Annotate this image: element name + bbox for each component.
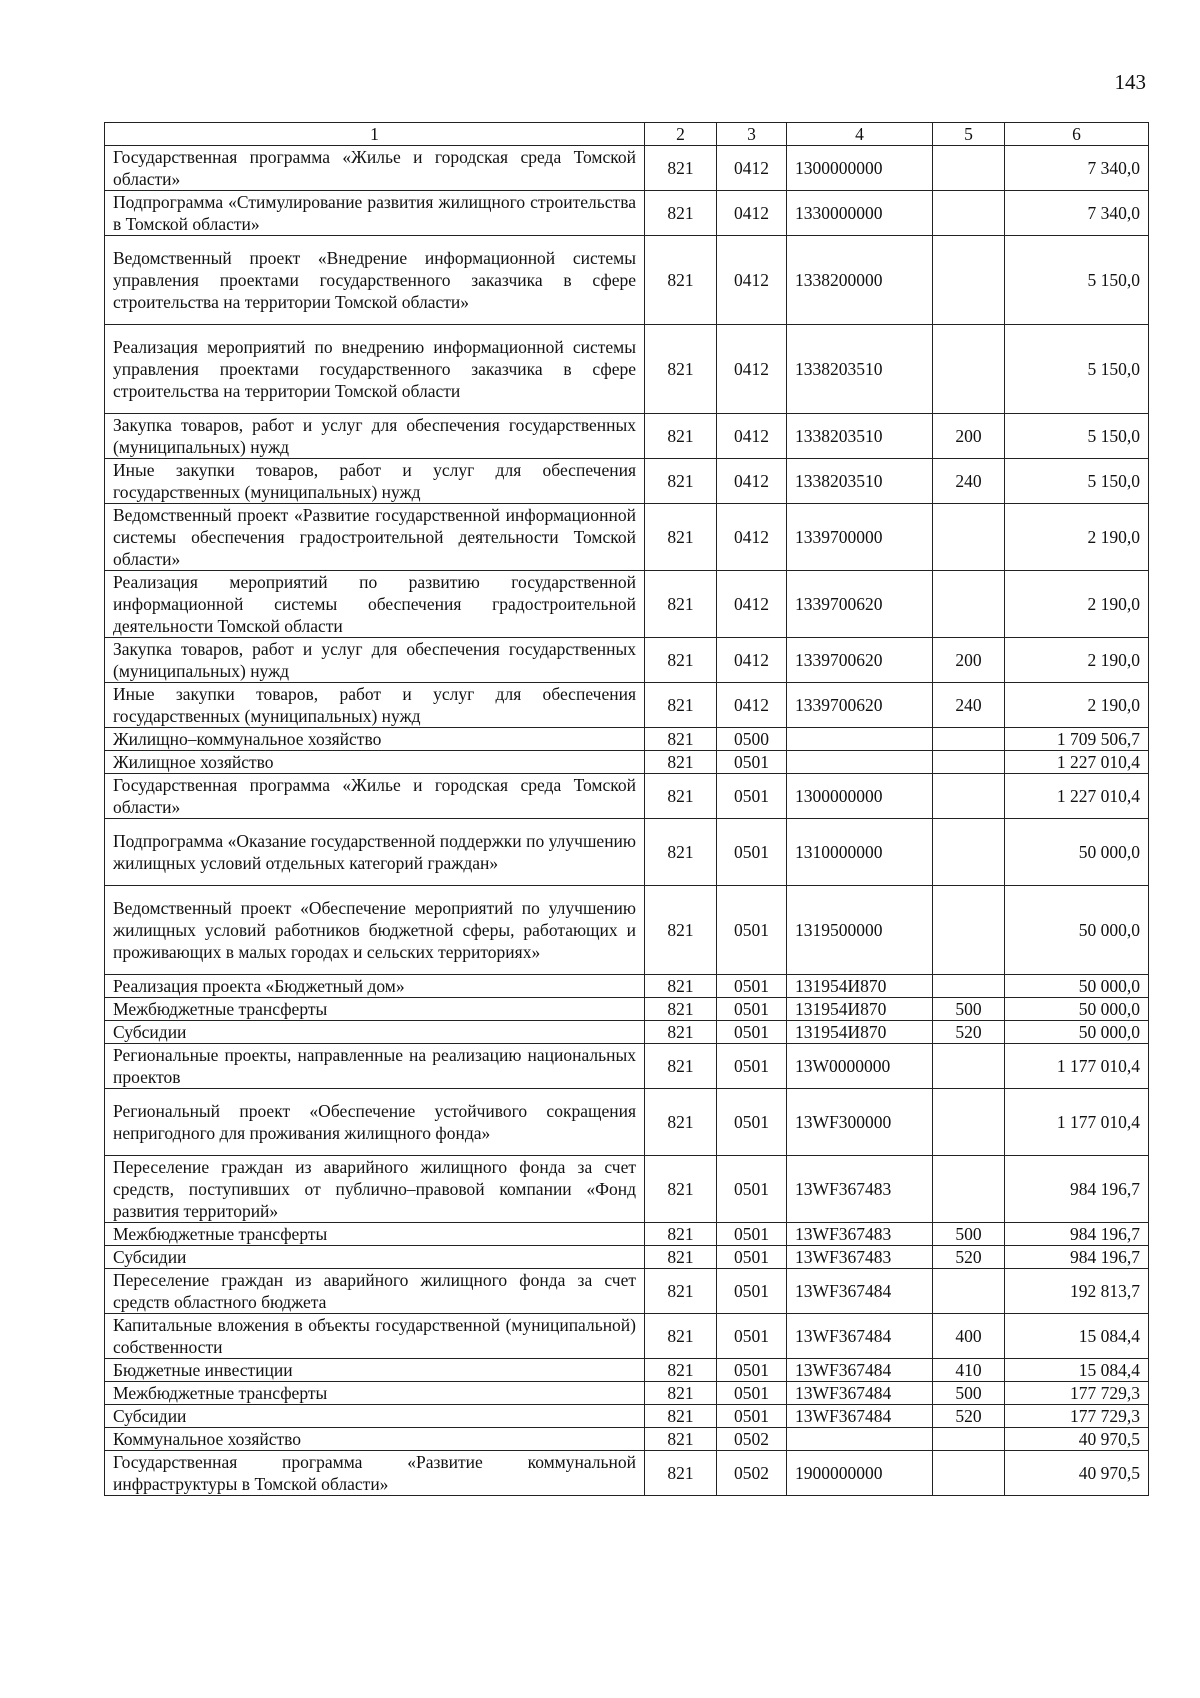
row-expense-type (933, 191, 1005, 236)
row-name: Переселение граждан из аварийного жилищного фонда за счет средств областного бюджета (105, 1269, 645, 1314)
table-row (105, 1044, 1149, 1089)
row-admin-code: 821 (645, 1314, 717, 1359)
row-admin-code: 821 (645, 236, 717, 325)
row-section-code: 0501 (717, 1044, 787, 1089)
header-col-3: 3 (717, 123, 787, 146)
row-section-code: 0412 (717, 683, 787, 728)
table-row (105, 683, 1149, 728)
row-expense-type: 520 (933, 1021, 1005, 1044)
row-expense-type (933, 728, 1005, 751)
row-admin-code: 821 (645, 819, 717, 886)
row-target-code: 1900000000 (787, 1451, 933, 1496)
table-row (105, 236, 1149, 325)
row-amount: 2 190,0 (1005, 571, 1149, 638)
row-target-code: 1300000000 (787, 146, 933, 191)
row-section-code: 0412 (717, 191, 787, 236)
row-name: Межбюджетные трансферты (105, 1223, 645, 1246)
row-amount: 7 340,0 (1005, 191, 1149, 236)
row-admin-code: 821 (645, 998, 717, 1021)
row-expense-type: 200 (933, 638, 1005, 683)
row-expense-type (933, 1044, 1005, 1089)
row-amount: 15 084,4 (1005, 1314, 1149, 1359)
table-row (105, 146, 1149, 191)
row-amount: 5 150,0 (1005, 414, 1149, 459)
row-expense-type (933, 1428, 1005, 1451)
row-section-code: 0502 (717, 1451, 787, 1496)
row-admin-code: 821 (645, 638, 717, 683)
table-row (105, 1269, 1149, 1314)
row-section-code: 0501 (717, 1269, 787, 1314)
row-expense-type: 410 (933, 1359, 1005, 1382)
row-expense-type (933, 146, 1005, 191)
row-admin-code: 821 (645, 571, 717, 638)
row-amount: 1 709 506,7 (1005, 728, 1149, 751)
row-target-code: 1300000000 (787, 774, 933, 819)
row-amount: 1 177 010,4 (1005, 1044, 1149, 1089)
table-row (105, 819, 1149, 886)
row-amount: 192 813,7 (1005, 1269, 1149, 1314)
row-name: Ведомственный проект «Обеспечение мероприятий по улучшению жилищных условий работников бюджетной сферы, работающих и проживающих в малых городах и сельских территориях» (105, 886, 645, 975)
row-name: Жилищное хозяйство (105, 751, 645, 774)
row-name: Коммунальное хозяйство (105, 1428, 645, 1451)
row-admin-code: 821 (645, 1021, 717, 1044)
row-target-code (787, 751, 933, 774)
table-row (105, 975, 1149, 998)
row-name: Субсидии (105, 1405, 645, 1428)
row-target-code: 1338203510 (787, 459, 933, 504)
row-expense-type: 520 (933, 1246, 1005, 1269)
row-admin-code: 821 (645, 1428, 717, 1451)
row-target-code: 1339700620 (787, 571, 933, 638)
header-col-1: 1 (105, 123, 645, 146)
row-name: Жилищно–коммунальное хозяйство (105, 728, 645, 751)
row-expense-type (933, 1451, 1005, 1496)
row-amount: 50 000,0 (1005, 998, 1149, 1021)
row-admin-code: 821 (645, 1044, 717, 1089)
row-target-code: 13WF367484 (787, 1405, 933, 1428)
row-expense-type: 200 (933, 414, 1005, 459)
row-name: Иные закупки товаров, работ и услуг для обеспечения государственных (муниципальных) нужд (105, 459, 645, 504)
table-row (105, 1223, 1149, 1246)
row-admin-code: 821 (645, 325, 717, 414)
table-row (105, 1314, 1149, 1359)
row-section-code: 0501 (717, 1382, 787, 1405)
page-number: 143 (1114, 70, 1146, 94)
table-row (105, 1156, 1149, 1223)
row-amount: 2 190,0 (1005, 638, 1149, 683)
table-row (105, 1428, 1149, 1451)
row-section-code: 0412 (717, 571, 787, 638)
row-admin-code: 821 (645, 1246, 717, 1269)
row-name: Закупка товаров, работ и услуг для обеспечения государственных (муниципальных) нужд (105, 414, 645, 459)
table-row (105, 998, 1149, 1021)
row-admin-code: 821 (645, 1269, 717, 1314)
table-row (105, 325, 1149, 414)
table-row (105, 504, 1149, 571)
row-target-code: 13WF367484 (787, 1382, 933, 1405)
row-name: Реализация мероприятий по развитию государственной информационной системы обеспечения градостроительной деятельности Томской области (105, 571, 645, 638)
row-admin-code: 821 (645, 1451, 717, 1496)
row-admin-code: 821 (645, 459, 717, 504)
header-col-2: 2 (645, 123, 717, 146)
row-target-code: 131954И870 (787, 1021, 933, 1044)
table-row (105, 774, 1149, 819)
row-name: Межбюджетные трансферты (105, 1382, 645, 1405)
table-row (105, 728, 1149, 751)
row-name: Подпрограмма «Оказание государственной поддержки по улучшению жилищных условий отдельных категорий граждан» (105, 819, 645, 886)
row-admin-code: 821 (645, 1156, 717, 1223)
row-name: Закупка товаров, работ и услуг для обеспечения государственных (муниципальных) нужд (105, 638, 645, 683)
row-expense-type: 400 (933, 1314, 1005, 1359)
table-row (105, 1089, 1149, 1156)
row-name: Субсидии (105, 1021, 645, 1044)
row-amount: 984 196,7 (1005, 1223, 1149, 1246)
row-section-code: 0412 (717, 146, 787, 191)
row-amount: 5 150,0 (1005, 236, 1149, 325)
row-admin-code: 821 (645, 728, 717, 751)
row-expense-type: 500 (933, 998, 1005, 1021)
row-amount: 984 196,7 (1005, 1246, 1149, 1269)
row-expense-type (933, 571, 1005, 638)
row-section-code: 0412 (717, 236, 787, 325)
row-section-code: 0501 (717, 819, 787, 886)
row-expense-type (933, 886, 1005, 975)
row-name: Подпрограмма «Стимулирование развития жилищного строительства в Томской области» (105, 191, 645, 236)
row-amount: 7 340,0 (1005, 146, 1149, 191)
row-amount: 2 190,0 (1005, 683, 1149, 728)
row-section-code: 0501 (717, 774, 787, 819)
row-target-code (787, 1428, 933, 1451)
row-target-code: 1319500000 (787, 886, 933, 975)
table-header-row (105, 123, 1149, 146)
table-row (105, 191, 1149, 236)
row-admin-code: 821 (645, 1405, 717, 1428)
row-expense-type (933, 751, 1005, 774)
row-amount: 50 000,0 (1005, 1021, 1149, 1044)
table-row (105, 886, 1149, 975)
table-row (105, 751, 1149, 774)
row-name: Переселение граждан из аварийного жилищного фонда за счет средств, поступивших от публично–правовой компании «Фонд развития территорий» (105, 1156, 645, 1223)
row-name: Ведомственный проект «Развитие государственной информационной системы обеспечения градостроительной деятельности Томской области» (105, 504, 645, 571)
row-amount: 15 084,4 (1005, 1359, 1149, 1382)
row-amount: 40 970,5 (1005, 1428, 1149, 1451)
row-target-code: 13WF367484 (787, 1359, 933, 1382)
row-name: Государственная программа «Развитие коммунальной инфраструктуры в Томской области» (105, 1451, 645, 1496)
table-row (105, 638, 1149, 683)
budget-table (104, 122, 1149, 1496)
row-name: Капитальные вложения в объекты государственной (муниципальной) собственности (105, 1314, 645, 1359)
row-section-code: 0501 (717, 886, 787, 975)
row-section-code: 0501 (717, 1021, 787, 1044)
row-expense-type (933, 1089, 1005, 1156)
row-admin-code: 821 (645, 1382, 717, 1405)
row-amount: 1 177 010,4 (1005, 1089, 1149, 1156)
header-col-6: 6 (1005, 123, 1149, 146)
row-amount: 50 000,0 (1005, 975, 1149, 998)
row-expense-type (933, 774, 1005, 819)
row-name: Региональный проект «Обеспечение устойчивого сокращения непригодного для проживания жилищного фонда» (105, 1089, 645, 1156)
row-target-code: 1338203510 (787, 325, 933, 414)
row-admin-code: 821 (645, 683, 717, 728)
row-admin-code: 821 (645, 1359, 717, 1382)
row-target-code (787, 728, 933, 751)
row-target-code: 13WF367484 (787, 1314, 933, 1359)
row-target-code: 13WF300000 (787, 1089, 933, 1156)
row-target-code: 131954И870 (787, 975, 933, 998)
row-expense-type (933, 975, 1005, 998)
table-row (105, 1405, 1149, 1428)
row-admin-code: 821 (645, 414, 717, 459)
row-admin-code: 821 (645, 191, 717, 236)
row-target-code: 1339700000 (787, 504, 933, 571)
table-row (105, 1451, 1149, 1496)
row-expense-type: 520 (933, 1405, 1005, 1428)
table-row (105, 414, 1149, 459)
row-name: Бюджетные инвестиции (105, 1359, 645, 1382)
row-target-code: 13W0000000 (787, 1044, 933, 1089)
table-row (105, 571, 1149, 638)
row-name: Реализация мероприятий по внедрению информационной системы управления проектами государственного заказчика в сфере строительства на территории Томской области (105, 325, 645, 414)
row-expense-type: 500 (933, 1223, 1005, 1246)
row-admin-code: 821 (645, 146, 717, 191)
row-name: Государственная программа «Жилье и городская среда Томской области» (105, 146, 645, 191)
table-row (105, 1021, 1149, 1044)
table-row (105, 459, 1149, 504)
row-section-code: 0501 (717, 975, 787, 998)
row-amount: 5 150,0 (1005, 325, 1149, 414)
row-admin-code: 821 (645, 1223, 717, 1246)
row-target-code: 1339700620 (787, 683, 933, 728)
row-target-code: 13WF367484 (787, 1269, 933, 1314)
row-amount: 40 970,5 (1005, 1451, 1149, 1496)
row-target-code: 13WF367483 (787, 1223, 933, 1246)
row-section-code: 0502 (717, 1428, 787, 1451)
row-amount: 1 227 010,4 (1005, 774, 1149, 819)
row-name: Иные закупки товаров, работ и услуг для обеспечения государственных (муниципальных) нужд (105, 683, 645, 728)
row-section-code: 0501 (717, 1156, 787, 1223)
row-name: Реализация проекта «Бюджетный дом» (105, 975, 645, 998)
row-section-code: 0501 (717, 1223, 787, 1246)
header-col-5: 5 (933, 123, 1005, 146)
row-section-code: 0412 (717, 504, 787, 571)
row-section-code: 0501 (717, 751, 787, 774)
row-section-code: 0501 (717, 1089, 787, 1156)
row-name: Субсидии (105, 1246, 645, 1269)
row-expense-type (933, 504, 1005, 571)
row-amount: 50 000,0 (1005, 819, 1149, 886)
row-amount: 984 196,7 (1005, 1156, 1149, 1223)
row-target-code: 1338203510 (787, 414, 933, 459)
header-col-4: 4 (787, 123, 933, 146)
row-expense-type: 500 (933, 1382, 1005, 1405)
row-admin-code: 821 (645, 886, 717, 975)
row-amount: 5 150,0 (1005, 459, 1149, 504)
row-expense-type (933, 819, 1005, 886)
row-target-code: 1310000000 (787, 819, 933, 886)
row-section-code: 0412 (717, 459, 787, 504)
row-admin-code: 821 (645, 774, 717, 819)
row-amount: 177 729,3 (1005, 1382, 1149, 1405)
row-target-code: 131954И870 (787, 998, 933, 1021)
row-amount: 2 190,0 (1005, 504, 1149, 571)
row-amount: 177 729,3 (1005, 1405, 1149, 1428)
row-amount: 1 227 010,4 (1005, 751, 1149, 774)
row-section-code: 0412 (717, 325, 787, 414)
row-name: Ведомственный проект «Внедрение информационной системы управления проектами государственного заказчика в сфере строительства на территории Томской области» (105, 236, 645, 325)
table-row (105, 1359, 1149, 1382)
row-section-code: 0412 (717, 638, 787, 683)
row-target-code: 1338200000 (787, 236, 933, 325)
row-admin-code: 821 (645, 751, 717, 774)
row-expense-type (933, 325, 1005, 414)
row-section-code: 0501 (717, 1359, 787, 1382)
row-target-code: 1339700620 (787, 638, 933, 683)
row-admin-code: 821 (645, 504, 717, 571)
row-admin-code: 821 (645, 1089, 717, 1156)
row-name: Региональные проекты, направленные на реализацию национальных проектов (105, 1044, 645, 1089)
row-expense-type (933, 1156, 1005, 1223)
row-target-code: 13WF367483 (787, 1246, 933, 1269)
row-section-code: 0501 (717, 1314, 787, 1359)
row-name: Государственная программа «Жилье и городская среда Томской области» (105, 774, 645, 819)
row-name: Межбюджетные трансферты (105, 998, 645, 1021)
row-expense-type: 240 (933, 683, 1005, 728)
row-expense-type (933, 236, 1005, 325)
row-admin-code: 821 (645, 975, 717, 998)
row-section-code: 0501 (717, 998, 787, 1021)
row-section-code: 0501 (717, 1246, 787, 1269)
row-section-code: 0500 (717, 728, 787, 751)
row-target-code: 1330000000 (787, 191, 933, 236)
row-section-code: 0412 (717, 414, 787, 459)
table-row (105, 1246, 1149, 1269)
table-row (105, 1382, 1149, 1405)
row-section-code: 0501 (717, 1405, 787, 1428)
row-target-code: 13WF367483 (787, 1156, 933, 1223)
row-expense-type: 240 (933, 459, 1005, 504)
row-amount: 50 000,0 (1005, 886, 1149, 975)
row-expense-type (933, 1269, 1005, 1314)
